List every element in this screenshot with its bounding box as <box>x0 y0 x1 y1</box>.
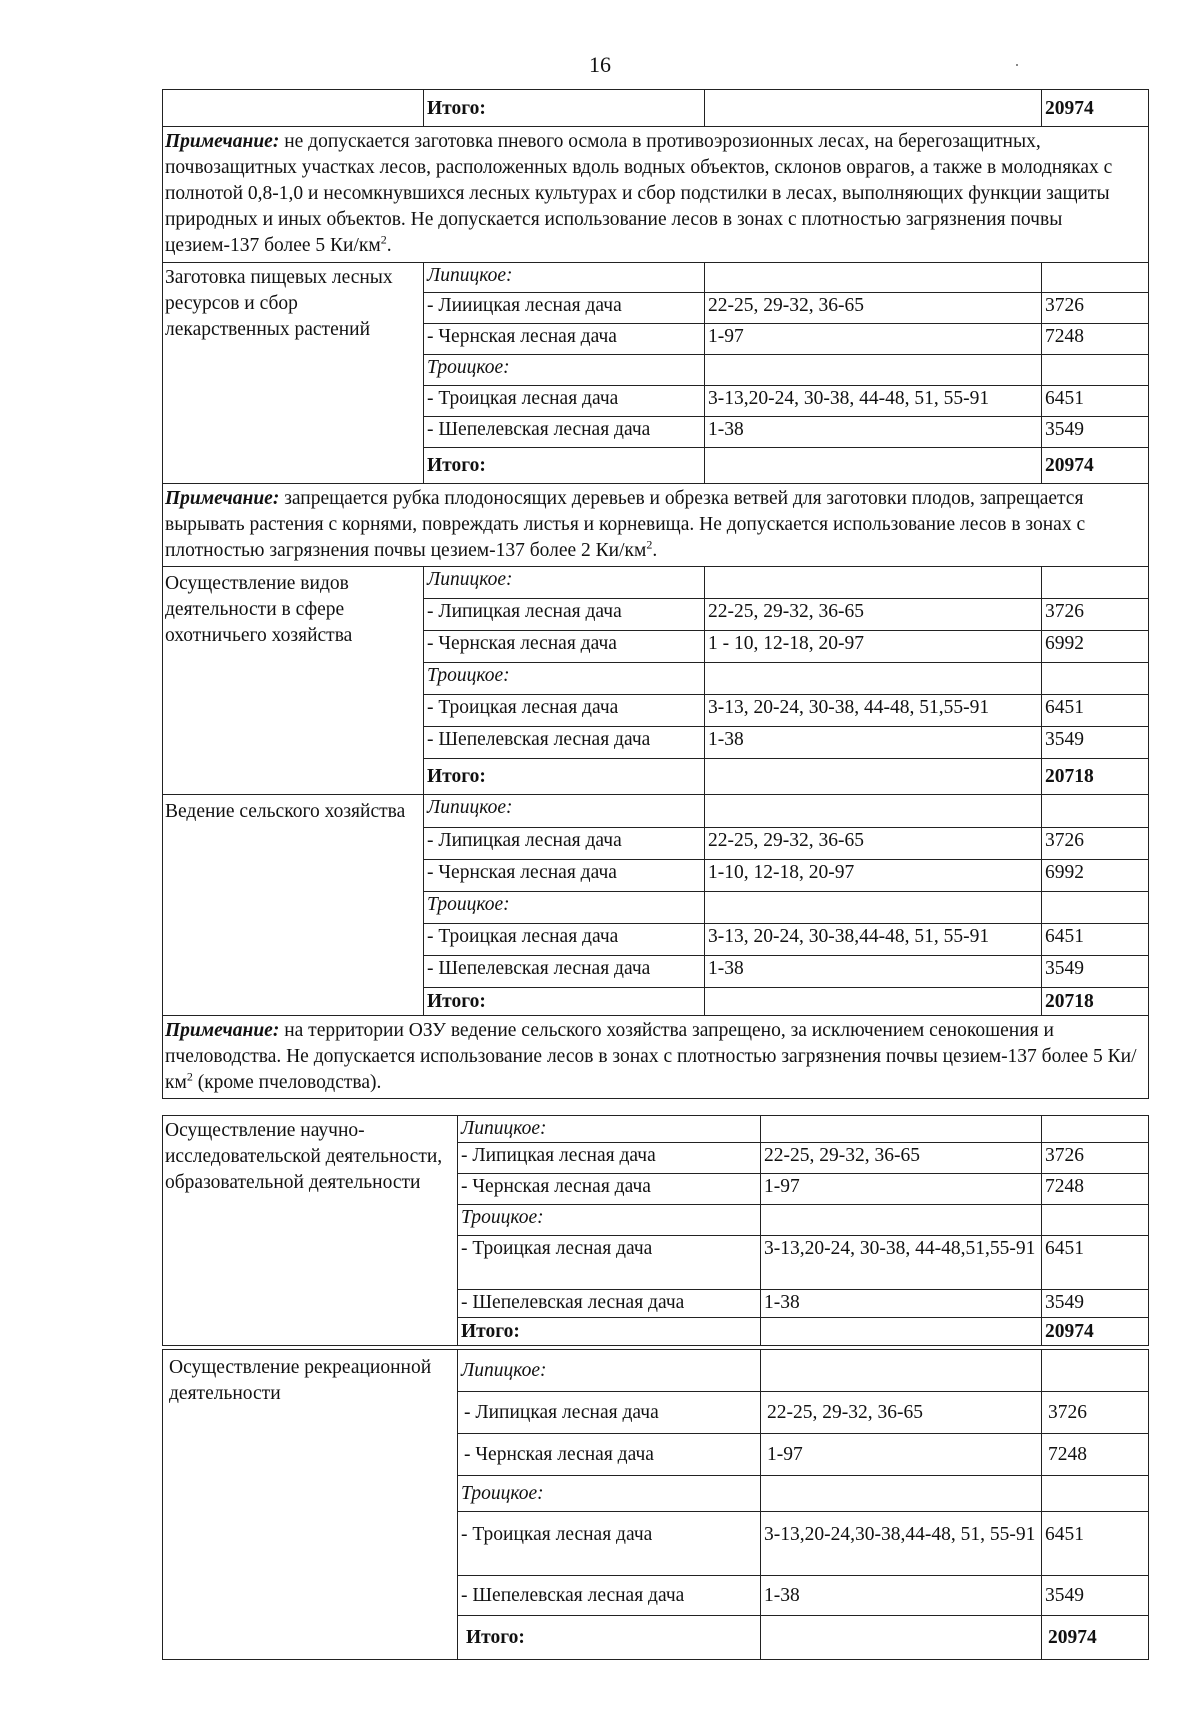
quarter-numbers: 3-13, 20-24, 30-38, 44-48, 51,55-91 <box>705 695 1042 727</box>
area-value: 6992 <box>1042 631 1149 663</box>
empty-cell <box>705 448 1042 484</box>
note-1-end: . <box>386 235 392 256</box>
area-value: 6451 <box>1042 1512 1149 1576</box>
empty-cell <box>705 795 1042 828</box>
quarter-numbers: 22-25, 29-32, 36-65 <box>705 599 1042 631</box>
quarter-numbers: 1-10, 12-18, 20-97 <box>705 860 1042 892</box>
forest-dacha-name: - Троицкая лесная дача <box>458 1512 761 1576</box>
note-3-end: (кроме пчеловодства). <box>192 1072 382 1093</box>
empty-cell <box>1042 795 1149 828</box>
empty-cell <box>705 567 1042 599</box>
note-3-unit-sup: 2 <box>186 1069 193 1084</box>
empty-cell <box>705 988 1042 1016</box>
district-label-lipitskoe: Липицкое: <box>424 567 705 599</box>
note-2-row <box>163 484 1149 567</box>
quarter-numbers: 1-38 <box>705 727 1042 759</box>
district-label-troitskoe: Троицкое: <box>458 1476 761 1512</box>
quarter-numbers: 1-97 <box>705 324 1042 355</box>
forest-use-table-part-1 <box>162 89 1149 1099</box>
scan-speck <box>1016 64 1018 66</box>
area-value: 3726 <box>1042 599 1149 631</box>
empty-cell <box>761 1205 1042 1236</box>
quarter-numbers: 3-13,20-24,30-38,44-48, 51, 55-91 <box>761 1512 1042 1576</box>
district-label-lipitskoe: Липицкое: <box>458 1116 761 1143</box>
total-label: Итого: <box>424 759 705 795</box>
note-1 <box>163 127 1149 263</box>
forest-dacha-name: - Чернская лесная дача <box>424 631 705 663</box>
top-total-empty-cell <box>163 90 424 127</box>
quarter-numbers: 1-38 <box>705 417 1042 448</box>
district-label-lipitskoe: Липицкое: <box>424 263 705 293</box>
forest-use-table-part-3 <box>162 1349 1149 1660</box>
top-total-value: 20974 <box>1042 90 1149 127</box>
note-3-label: Примечание: <box>165 1020 280 1041</box>
quarter-numbers: 3-13, 20-24, 30-38,44-48, 51, 55-91 <box>705 924 1042 956</box>
total-value: 20974 <box>1042 1616 1149 1660</box>
note-1-unit-sup: 2 <box>380 232 387 247</box>
empty-cell <box>705 663 1042 695</box>
activity-1-row <box>163 263 1149 293</box>
district-label-lipitskoe: Липицкое: <box>458 1350 761 1392</box>
forest-dacha-name: - Шепелевская лесная дача <box>424 417 705 448</box>
empty-cell <box>761 1116 1042 1143</box>
total-label: Итого: <box>424 448 705 484</box>
forest-dacha-name: - Лииицкая лесная дача <box>424 293 705 324</box>
district-label-troitskoe: Троицкое: <box>424 892 705 924</box>
empty-cell <box>761 1318 1042 1346</box>
empty-cell <box>705 263 1042 293</box>
empty-cell <box>705 355 1042 386</box>
note-2-label: Примечание: <box>165 488 280 509</box>
forest-dacha-name: - Чернская лесная дача <box>458 1434 761 1476</box>
empty-cell <box>1042 1205 1149 1236</box>
forest-dacha-name: - Чернская лесная дача <box>424 324 705 355</box>
area-value: 7248 <box>1042 324 1149 355</box>
quarter-numbers: 3-13,20-24, 30-38, 44-48, 51, 55-91 <box>705 386 1042 417</box>
total-value: 20718 <box>1042 988 1149 1016</box>
quarter-numbers: 1-38 <box>705 956 1042 988</box>
forest-dacha-name: - Липицкая лесная дача <box>458 1392 761 1434</box>
total-label: Итого: <box>458 1616 761 1660</box>
note-1-row <box>163 127 1149 263</box>
forest-dacha-name: - Троицкая лесная дача <box>424 924 705 956</box>
activity-5-name: Осуществление рекреационной деятельности <box>163 1350 458 1660</box>
empty-cell <box>1042 892 1149 924</box>
empty-cell <box>1042 567 1149 599</box>
total-value: 20974 <box>1042 1318 1149 1346</box>
activity-4-row <box>163 1116 1149 1143</box>
note-3-text: на территории ОЗУ ведение сельского хозяйства запрещено, за исключением сенокошения и пчеловодства. Не допускается использование лесов в зонах с плотностью загрязнения почвы цезием-137 более 5 Ки/км <box>165 1020 1137 1093</box>
forest-dacha-name: - Шепелевская лесная дача <box>458 1290 761 1318</box>
quarter-numbers: 1-97 <box>761 1434 1042 1476</box>
note-1-text: не допускается заготовка пневого осмола в противоэрозионных лесах, на берегозащитных, почвозащитных участках лесов, расположенных вдоль водных объектов, склонов оврагов, а также в молодняках с полнотой 0,8-1,0 и несомкнувшихся лесных культурах и сбор подстилки в лесах, выполняющих функции защиты природных и иных объектов. Не допускается использование лесов в зонах с плотностью загрязнения почвы цезием-137 более 5 Ки/км <box>165 131 1113 256</box>
area-value: 6451 <box>1042 1236 1149 1290</box>
quarter-numbers: 22-25, 29-32, 36-65 <box>705 828 1042 860</box>
area-value: 3726 <box>1042 293 1149 324</box>
quarter-numbers: 3-13,20-24, 30-38, 44-48,51,55-91 <box>761 1236 1042 1290</box>
forest-dacha-name: - Троицкая лесная дача <box>424 695 705 727</box>
forest-dacha-name: - Шепелевская лесная дача <box>458 1576 761 1616</box>
quarter-numbers: 1 - 10, 12-18, 20-97 <box>705 631 1042 663</box>
empty-cell <box>761 1350 1042 1392</box>
quarter-numbers: 1-97 <box>761 1174 1042 1205</box>
forest-dacha-name: - Чернская лесная дача <box>458 1174 761 1205</box>
empty-cell <box>1042 263 1149 293</box>
total-value: 20718 <box>1042 759 1149 795</box>
page-number: 16 <box>589 52 611 77</box>
activity-2-row <box>163 567 1149 599</box>
forest-dacha-name: - Липицкая лесная дача <box>458 1143 761 1174</box>
area-value: 6451 <box>1042 695 1149 727</box>
total-label: Итого: <box>458 1318 761 1346</box>
district-label-lipitskoe: Липицкое: <box>424 795 705 828</box>
forest-dacha-name: - Троицкая лесная дача <box>458 1236 761 1290</box>
area-value: 7248 <box>1042 1174 1149 1205</box>
area-value: 3549 <box>1042 1290 1149 1318</box>
area-value: 3549 <box>1042 956 1149 988</box>
area-value: 7248 <box>1042 1434 1149 1476</box>
area-value: 6451 <box>1042 924 1149 956</box>
area-value: 3549 <box>1042 417 1149 448</box>
empty-cell <box>1042 1116 1149 1143</box>
forest-dacha-name: - Липицкая лесная дача <box>424 828 705 860</box>
forest-dacha-name: - Чернская лесная дача <box>424 860 705 892</box>
area-value: 3726 <box>1042 1143 1149 1174</box>
top-total-empty-cell <box>705 90 1042 127</box>
empty-cell <box>705 759 1042 795</box>
quarter-numbers: 1-38 <box>761 1290 1042 1318</box>
note-1-label: Примечание: <box>165 131 280 152</box>
activity-5-row <box>163 1350 1149 1392</box>
district-label-troitskoe: Троицкое: <box>458 1205 761 1236</box>
district-label-troitskoe: Троицкое: <box>424 663 705 695</box>
empty-cell <box>1042 1476 1149 1512</box>
district-label-troitskoe: Троицкое: <box>424 355 705 386</box>
forest-dacha-name: - Липицкая лесная дача <box>424 599 705 631</box>
activity-3-name: Ведение сельского хозяйства <box>163 795 424 1016</box>
quarter-numbers: 22-25, 29-32, 36-65 <box>761 1143 1042 1174</box>
activity-4-name: Осуществление научно-исследовательской деятельности, образовательной деятельности <box>163 1116 458 1346</box>
quarter-numbers: 22-25, 29-32, 36-65 <box>761 1392 1042 1434</box>
empty-cell <box>1042 1350 1149 1392</box>
quarter-numbers: 1-38 <box>761 1576 1042 1616</box>
note-3-row <box>163 1016 1149 1099</box>
forest-dacha-name: - Троицкая лесная дача <box>424 386 705 417</box>
empty-cell <box>1042 663 1149 695</box>
empty-cell <box>705 892 1042 924</box>
area-value: 3726 <box>1042 1392 1149 1434</box>
forest-use-table-part-2 <box>162 1115 1149 1346</box>
empty-cell <box>761 1476 1042 1512</box>
area-value: 3549 <box>1042 1576 1149 1616</box>
activity-3-row <box>163 795 1149 828</box>
activity-2-name: Осуществление видов деятельности в сфере охотничьего хозяйства <box>163 567 424 795</box>
total-value: 20974 <box>1042 448 1149 484</box>
area-value: 3549 <box>1042 727 1149 759</box>
note-2-text: запрещается рубка плодоносящих деревьев и обрезка ветвей для заготовки плодов, запрещается вырывать растения с корнями, повреждать листья и корневища. Не допускается использование лесов в зонах с плотностью загрязнения почвы цезием-137 более 2 Ки/км <box>165 488 1086 561</box>
empty-cell <box>1042 355 1149 386</box>
quarter-numbers: 22-25, 29-32, 36-65 <box>705 293 1042 324</box>
total-label: Итого: <box>424 988 705 1016</box>
area-value: 6992 <box>1042 860 1149 892</box>
empty-cell <box>761 1616 1042 1660</box>
activity-1-name: Заготовка пищевых лесных ресурсов и сбор лекарственных растений <box>163 263 424 484</box>
note-2-unit-sup: 2 <box>646 537 653 552</box>
note-2 <box>163 484 1149 567</box>
top-total-row <box>163 90 1149 127</box>
top-total-label: Итого: <box>424 90 705 127</box>
note-3 <box>163 1016 1149 1099</box>
forest-dacha-name: - Шепелевская лесная дача <box>424 956 705 988</box>
forest-dacha-name: - Шепелевская лесная дача <box>424 727 705 759</box>
area-value: 3726 <box>1042 828 1149 860</box>
area-value: 6451 <box>1042 386 1149 417</box>
note-2-end: . <box>652 540 658 561</box>
